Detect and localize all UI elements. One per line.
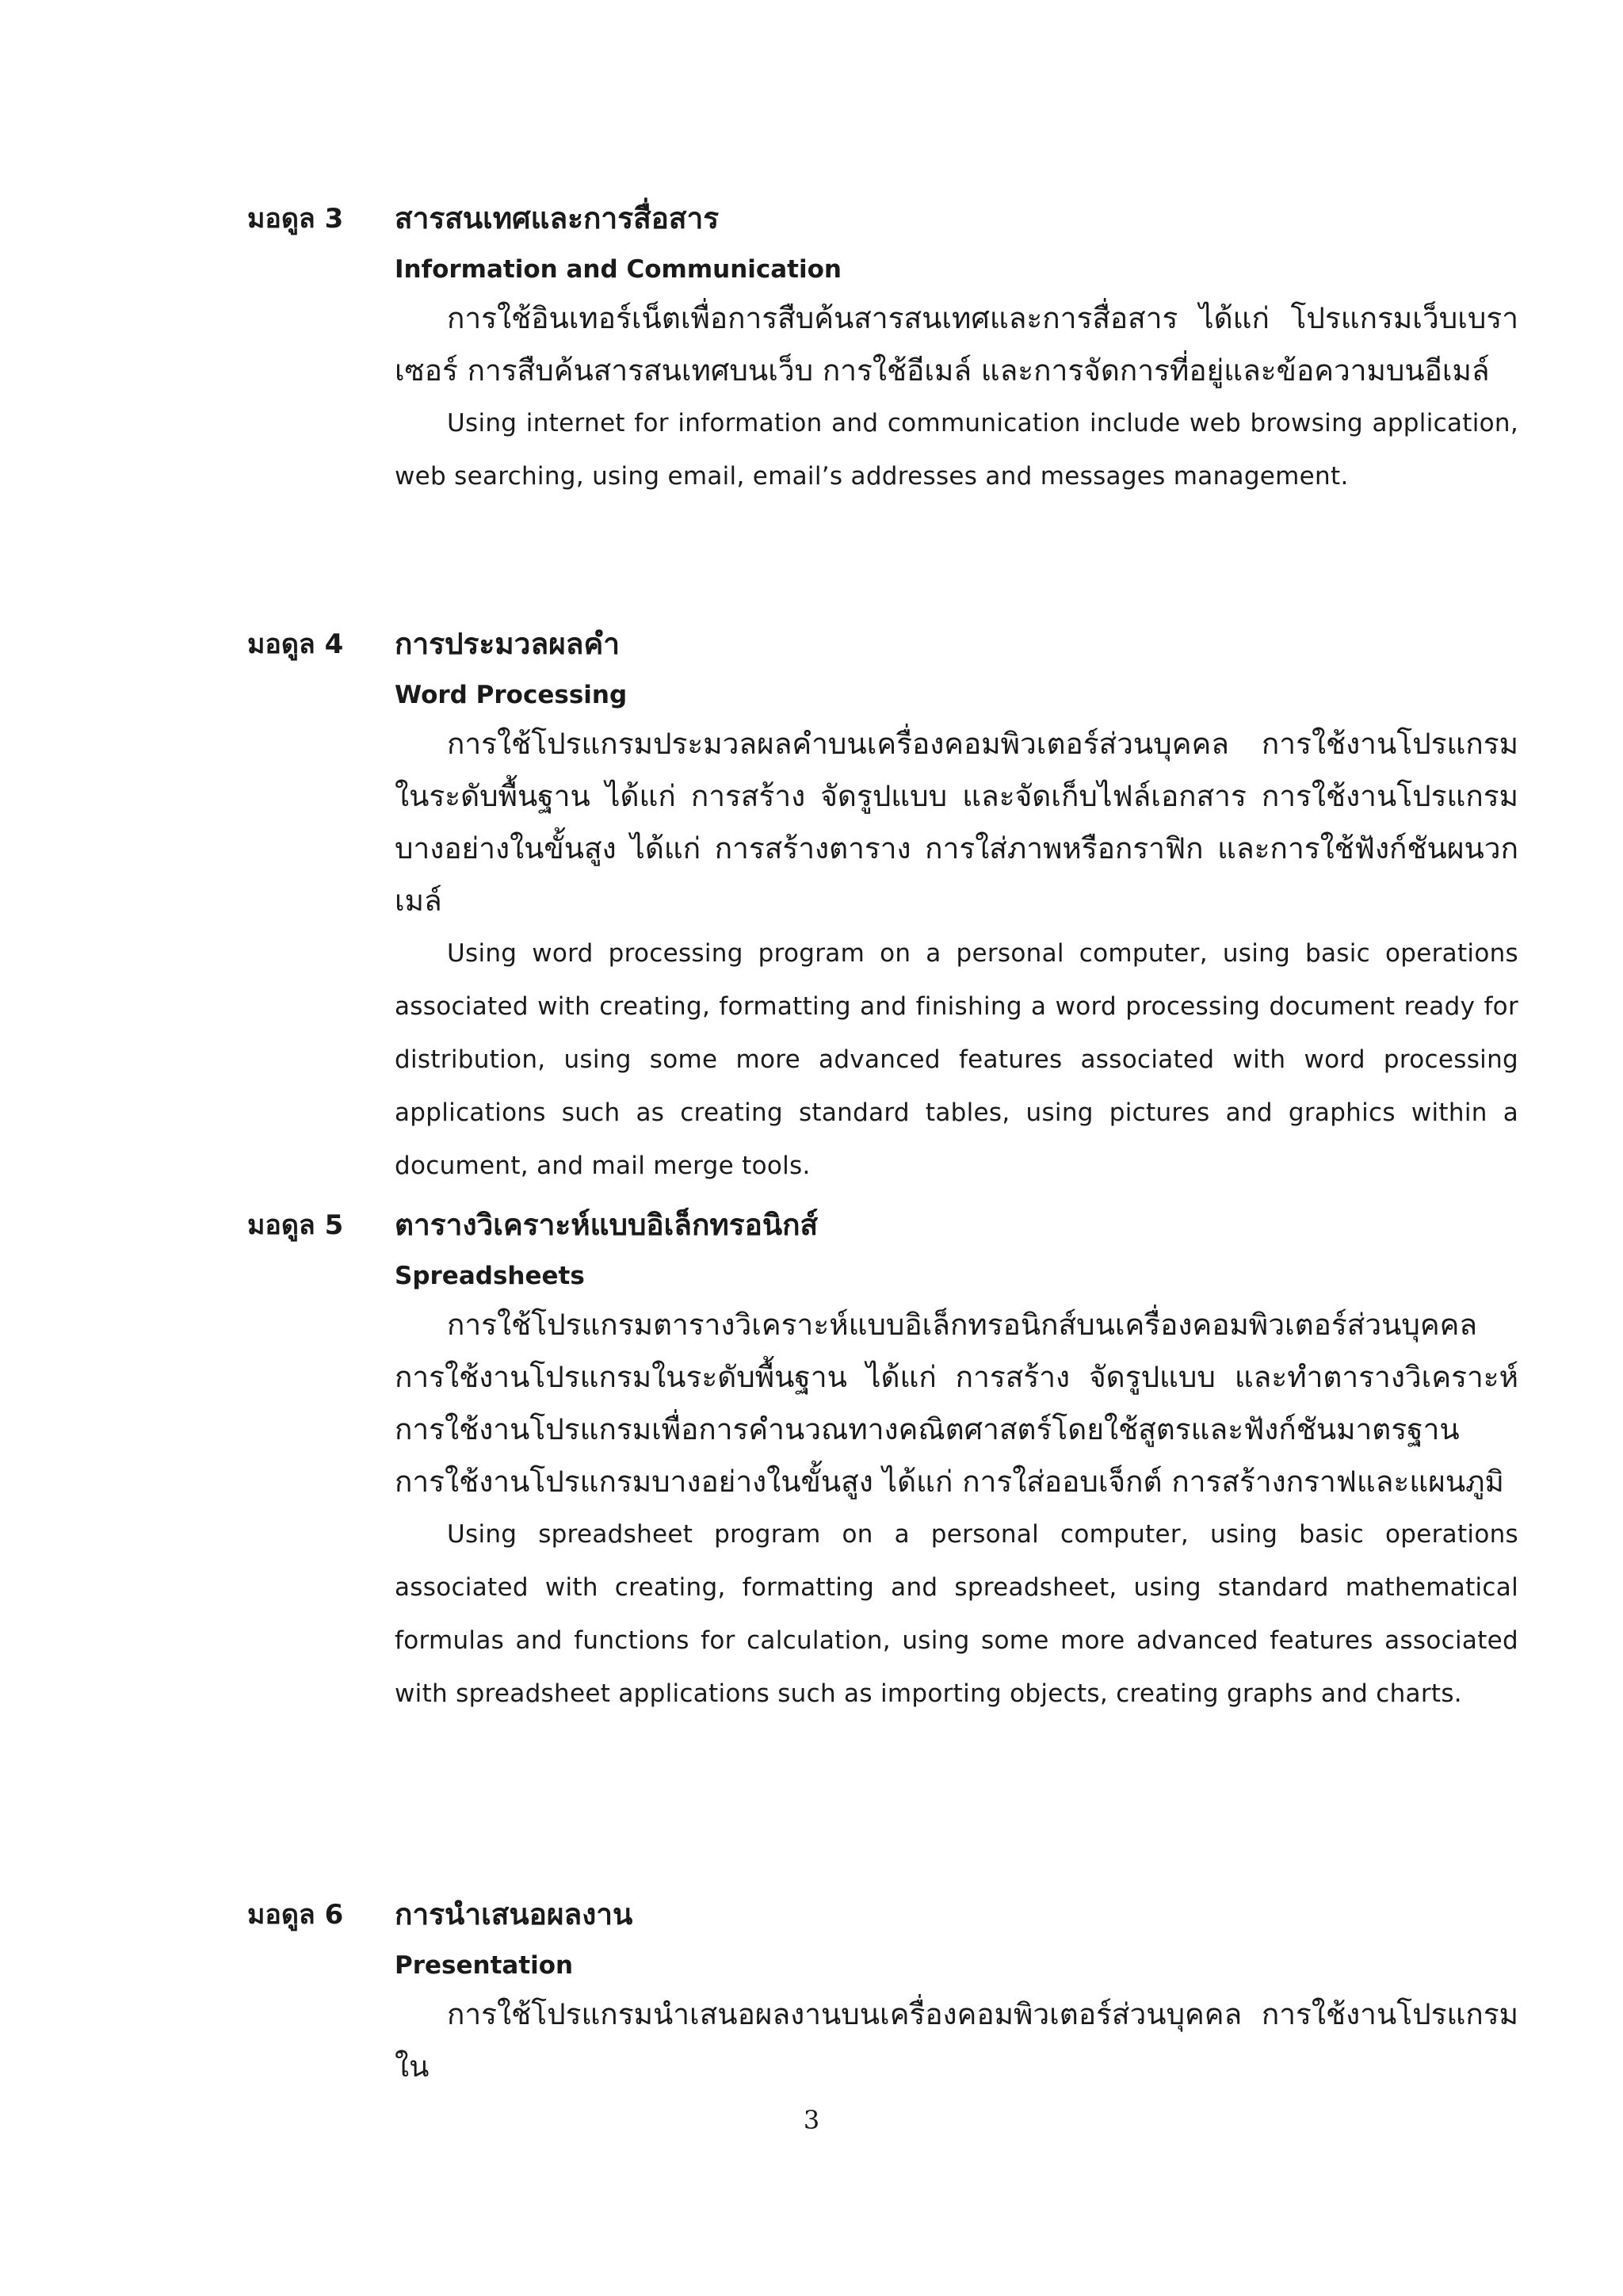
module-6-title-thai: การนำเสนอผลงาน (395, 1897, 633, 1931)
module-5-description-english: Using spreadsheet program on a personal computer, using basic operations associated with creating, formatting and spreadsheet, using standard mathematical formulas and functions for calculation, using some more advanced features associated with spreadsheet applications such as importing objects, creating graphs and charts. (395, 1520, 1518, 1708)
module-3-section (247, 194, 1518, 503)
module-3-title-thai: สารสนเทศและการสื่อสาร (395, 201, 720, 235)
module-3-heading (247, 194, 1518, 243)
module-4-description-english: Using word processing program on a personal computer, using basic operations associated with creating, formatting and finishing a word processing document ready for distribution, using some more advanced features associated with word processing applications such as creating standard tables, using pictures and graphics within a document, and mail merge tools. (395, 939, 1518, 1180)
module-4-heading (247, 620, 1518, 669)
module-4-body (395, 672, 1518, 1193)
module-6-heading (247, 1890, 1518, 1939)
module-4-title-thai: การประมวลผลคำ (395, 627, 621, 661)
module-3-description-thai: การใช้อินเทอร์เน็ตเพื่อการสืบค้นสารสนเทศและการสื่อสาร ได้แก่ โปรแกรมเว็บเบราเซอร์ การสืบค้นสารสนเทศบนเว็บ การใช้อีเมล์ และการจัดการที่อยู่และข้อความบนอีเมล์ (395, 301, 1518, 388)
module-5-heading (247, 1201, 1518, 1250)
module-3-description-english: Using internet for information and communication include web browsing application, web searching, using email, email’s addresses and messages management. (395, 409, 1518, 491)
module-5-section (247, 1201, 1518, 1721)
module-5-title-english: Spreadsheets (395, 1262, 585, 1290)
page-number: 3 (803, 2105, 820, 2135)
module-4-section (247, 620, 1518, 1193)
module-4-description-thai: การใช้โปรแกรมประมวลผลคำบนเครื่องคอมพิวเตอร์ส่วนบุคคล การใช้งานโปรแกรมในระดับพื้นฐาน ได้แก่ การสร้าง จัดรูปแบบ และจัดเก็บไฟล์เอกสาร การใช้งานโปรแกรมบางอย่างในขั้นสูง ได้แก่ การสร้างตาราง การใส่ภาพหรือกราฟิก และการใช้ฟังก์ชันผนวกเมล์ (395, 727, 1518, 918)
module-5-description-thai: การใช้โปรแกรมตารางวิเคราะห์แบบอิเล็กทรอนิกส์บนเครื่องคอมพิวเตอร์ส่วนบุคคล การใช้งานโปรแกรมในระดับพื้นฐาน ได้แก่ การสร้าง จัดรูปแบบ และทำตารางวิเคราะห์ การใช้งานโปรแกรมเพื่อการคำนวณทางคณิตศาสตร์โดยใช้สูตรและฟังก์ชันมาตรฐาน การใช้งานโปรแกรมบางอย่างในขั้นสูง ได้แก่ การใส่ออบเจ็กต์ การสร้างกราฟและแผนภูมิ (395, 1308, 1518, 1499)
module-6-section (247, 1890, 1518, 2093)
module-3-title-english: Information and Communication (395, 255, 842, 284)
module-5-title-thai: ตารางวิเคราะห์แบบอิเล็กทรอนิกส์ (395, 1208, 819, 1242)
module-4-title-english: Word Processing (395, 681, 628, 709)
module-3-number: มอดูล 3 (247, 203, 344, 235)
module-3-body (395, 246, 1518, 503)
module-4-number: มอดูล 4 (247, 628, 344, 660)
module-6-description-thai: การใช้โปรแกรมนำเสนอผลงานบนเครื่องคอมพิวเตอร์ส่วนบุคคล การใช้งานโปรแกรมใน (395, 1997, 1518, 2084)
module-6-title-english: Presentation (395, 1951, 574, 1980)
module-6-body (395, 1943, 1518, 2093)
module-5-body (395, 1253, 1518, 1721)
module-6-number: มอดูล 6 (247, 1899, 344, 1931)
module-5-number: มอดูล 5 (247, 1209, 344, 1241)
